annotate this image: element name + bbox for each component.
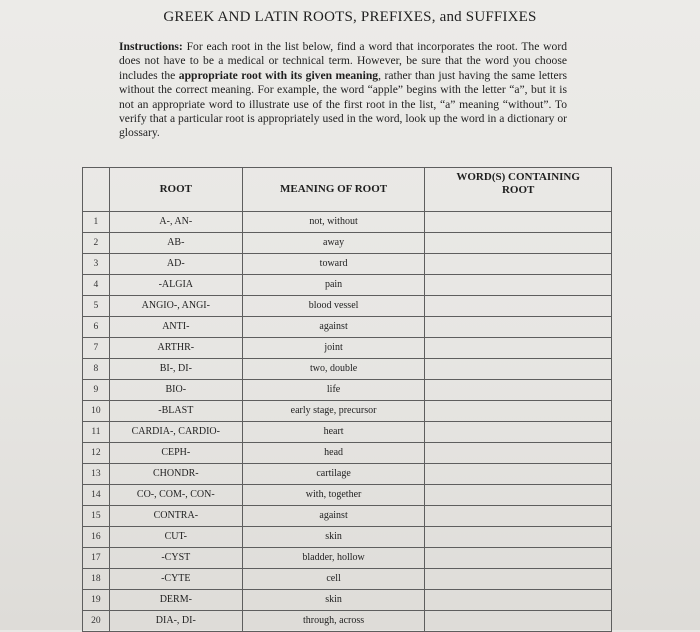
header-meaning-label: MEANING OF ROOT — [279, 183, 388, 195]
root-cell: CO-, COM-, CON- — [109, 485, 242, 506]
word-input-cell[interactable] — [425, 359, 612, 380]
root-cell: CONTRA- — [109, 506, 242, 527]
word-input-cell[interactable] — [425, 422, 612, 443]
table-row — [83, 485, 612, 506]
root-cell: -CYTE — [109, 569, 242, 590]
word-input-cell[interactable] — [425, 401, 612, 422]
table-row — [83, 569, 612, 590]
row-number: 3 — [83, 254, 110, 275]
word-input-cell[interactable] — [425, 464, 612, 485]
word-input-cell[interactable] — [425, 569, 612, 590]
word-input-cell[interactable] — [425, 254, 612, 275]
row-number: 5 — [83, 296, 110, 317]
meaning-cell: life — [242, 380, 425, 401]
word-input-cell[interactable] — [425, 443, 612, 464]
word-input-cell[interactable] — [425, 317, 612, 338]
header-root: ROOT — [109, 168, 242, 212]
root-cell: ARTHR- — [109, 338, 242, 359]
root-cell: AB- — [109, 233, 242, 254]
word-input-cell[interactable] — [425, 485, 612, 506]
word-input-cell[interactable] — [425, 506, 612, 527]
table-row — [83, 443, 612, 464]
table-row — [83, 254, 612, 275]
table-row — [83, 422, 612, 443]
table-row — [83, 317, 612, 338]
root-cell: ANTI- — [109, 317, 242, 338]
root-cell: -ALGIA — [109, 275, 242, 296]
table-row — [83, 590, 612, 611]
word-input-cell[interactable] — [425, 590, 612, 611]
word-input-cell[interactable] — [425, 527, 612, 548]
header-words — [425, 168, 612, 212]
table-row — [83, 275, 612, 296]
word-input-cell[interactable] — [425, 548, 612, 569]
header-words-label: WORD(S) CONTAINING ROOT — [456, 171, 580, 196]
meaning-cell: blood vessel — [242, 296, 425, 317]
word-input-cell[interactable] — [425, 212, 612, 233]
root-cell: A-, AN- — [109, 212, 242, 233]
row-number: 2 — [83, 233, 110, 254]
header-number — [83, 168, 110, 212]
row-number: 14 — [83, 485, 110, 506]
row-number: 15 — [83, 506, 110, 527]
word-input-cell[interactable] — [425, 611, 612, 632]
table-row — [83, 380, 612, 401]
row-number: 17 — [83, 548, 110, 569]
meaning-cell: with, together — [242, 485, 425, 506]
table-row — [83, 548, 612, 569]
meaning-cell: against — [242, 317, 425, 338]
meaning-cell: early stage, precursor — [242, 401, 425, 422]
instructions-text-2: , rather than just having the same letters without the correct meaning. For example, the word “apple” begins with the letter “a”, but it is not an appropriate word to illustrate use of the first root in the list, “a” meaning “without”. To verify that a particular root is appropriately used in the word, look up the word in a dictionary or glossary. — [119, 68, 567, 140]
meaning-cell: head — [242, 443, 425, 464]
row-number: 10 — [83, 401, 110, 422]
row-number: 7 — [83, 338, 110, 359]
root-cell: DERM- — [109, 590, 242, 611]
root-cell: AD- — [109, 254, 242, 275]
instructions-paragraph — [119, 40, 567, 141]
root-cell: BI-, DI- — [109, 359, 242, 380]
meaning-cell: away — [242, 233, 425, 254]
word-input-cell[interactable] — [425, 380, 612, 401]
row-number: 19 — [83, 590, 110, 611]
row-number: 18 — [83, 569, 110, 590]
instructions-emphasis: appropriate root with its given meaning — [178, 68, 379, 82]
meaning-cell: heart — [242, 422, 425, 443]
table-row — [83, 464, 612, 485]
table-row — [83, 611, 612, 632]
page-title: GREEK AND LATIN ROOTS, PREFIXES, and SUFFIXES — [163, 9, 537, 25]
meaning-cell: two, double — [242, 359, 425, 380]
instructions-label: Instructions: — [119, 40, 183, 53]
row-number: 20 — [83, 611, 110, 632]
root-cell: ANGIO-, ANGI- — [109, 296, 242, 317]
table-row — [83, 296, 612, 317]
row-number: 11 — [83, 422, 110, 443]
table-row — [83, 359, 612, 380]
root-cell: CUT- — [109, 527, 242, 548]
table-row — [83, 233, 612, 254]
meaning-cell: skin — [242, 527, 425, 548]
meaning-cell: bladder, hollow — [242, 548, 425, 569]
row-number: 16 — [83, 527, 110, 548]
row-number: 4 — [83, 275, 110, 296]
table-row — [83, 338, 612, 359]
root-cell: -CYST — [109, 548, 242, 569]
root-cell: CEPH- — [109, 443, 242, 464]
meaning-cell: against — [242, 506, 425, 527]
meaning-cell: through, across — [242, 611, 425, 632]
root-cell: -BLAST — [109, 401, 242, 422]
row-number: 6 — [83, 317, 110, 338]
root-cell: CHONDR- — [109, 464, 242, 485]
root-cell: BIO- — [109, 380, 242, 401]
roots-table — [82, 167, 612, 632]
table-row — [83, 527, 612, 548]
word-input-cell[interactable] — [425, 338, 612, 359]
meaning-cell: toward — [242, 254, 425, 275]
root-cell: DIA-, DI- — [109, 611, 242, 632]
meaning-cell: pain — [242, 275, 425, 296]
meaning-cell: cell — [242, 569, 425, 590]
table-header-row — [83, 168, 612, 212]
word-input-cell[interactable] — [425, 296, 612, 317]
table-row — [83, 506, 612, 527]
meaning-cell: joint — [242, 338, 425, 359]
row-number: 12 — [83, 443, 110, 464]
root-cell: CARDIA-, CARDIO- — [109, 422, 242, 443]
meaning-cell: cartilage — [242, 464, 425, 485]
header-meaning — [242, 168, 425, 212]
table-body — [83, 212, 612, 632]
row-number: 8 — [83, 359, 110, 380]
table-row — [83, 401, 612, 422]
table-row — [83, 212, 612, 233]
word-input-cell[interactable] — [425, 275, 612, 296]
instructions-text-1: For each root in the list below, find a word that incorporates the root. The word does not have to be a medical or technical term. However, be sure that the word you choose includes the — [119, 40, 567, 82]
row-number: 13 — [83, 464, 110, 485]
row-number: 9 — [83, 380, 110, 401]
word-input-cell[interactable] — [425, 233, 612, 254]
meaning-cell: skin — [242, 590, 425, 611]
row-number: 1 — [83, 212, 110, 233]
meaning-cell: not, without — [242, 212, 425, 233]
